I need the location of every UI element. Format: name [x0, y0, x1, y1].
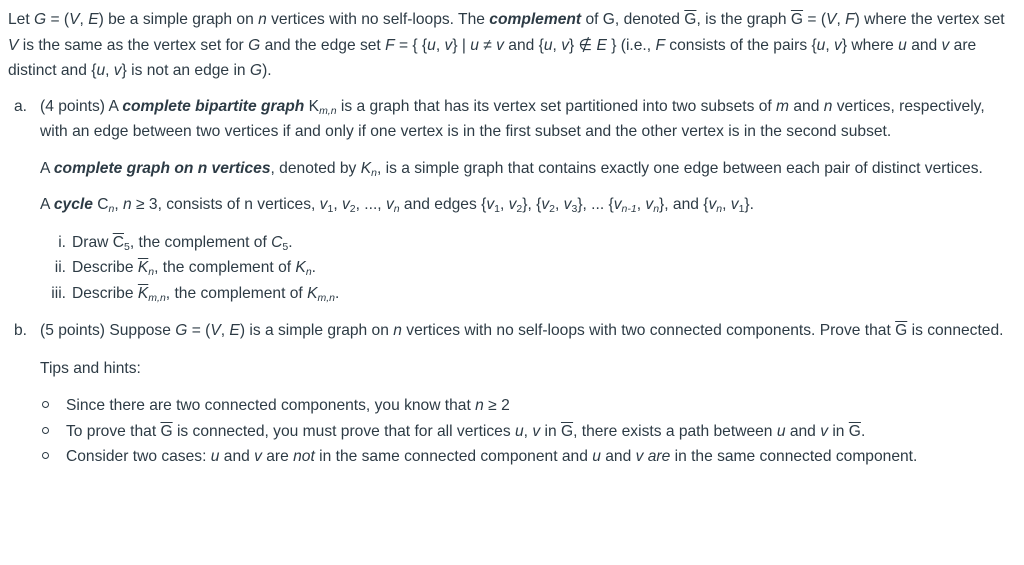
tips-heading: Tips and hints:	[40, 359, 141, 377]
subitem-iii: iii. Describe $\overline{K}_{m,n}$, the complement of $K_{m,n}$.	[51, 284, 340, 304]
part-b	[8, 318, 1014, 470]
term-complement: complement	[489, 11, 582, 28]
complete-graph-definition: A complete graph on n vertices, denoted by $K_n$, is a simple graph that contains exactly one edge between each pair of distinct vertices.	[40, 159, 983, 179]
part-b-question: (5 points) Suppose G = (V, E) is a simple graph on n vertices with no self-loops with two connected components. Prove that $\overline{G}$ is connected.	[40, 322, 1004, 339]
tip-item: Since there are two connected components, you know that n ≥ 2	[66, 397, 510, 414]
part-a-marker: a.	[14, 97, 28, 115]
part-a	[8, 94, 1014, 307]
tip-item: Consider two cases: u and v are not in the same connected component and u and v are in the same connected component.	[66, 448, 918, 465]
term-complete-graph: complete graph on n vertices	[53, 159, 271, 177]
subitem-i: i. Draw $\overline{C}_5$, the complement of $C_5$.	[58, 233, 293, 253]
part-a-subitems	[40, 230, 1014, 307]
subitem-ii: ii. Describe $\overline{K}_n$, the complement of $K_n$.	[54, 259, 316, 278]
term-complete-bipartite: complete bipartite graph	[122, 97, 305, 115]
bipartite-definition: (4 points) A complete bipartite graph $K_{m,n}$ is a graph that has its vertex set partitioned into two subsets of m and n vertices, respectively, with an edge between two vertices if and only if one vertex is in the first subset and the other vertex is in the second subset.	[40, 97, 985, 140]
cycle-definition: A cycle $C_n$, n ≥ 3, consists of n vertices, $v_1$, $v_2$, ..., $v_n$ and edges {$v_1$, $v_2$}, {$v_2$, $v_3$}, ... {$v_{n-1}$, $v_n$}, and {$v_n$, $v_1$}.	[40, 196, 754, 215]
g-bar-symbol: $\overline{G}$	[684, 11, 697, 28]
tips-list	[40, 393, 1014, 470]
tip-item: To prove that $\overline{G}$ is connected, you must prove that for all vertices u, v in $\overline{G}$, there exists a path between u and v in $\overline{G}$.	[66, 422, 866, 440]
intro-paragraph: Let G = (V, E) be a simple graph on n vertices with no self-loops. The complement of G, denoted $\overline{G}$, is the graph $\overline{G} = (V$, F) where the vertex set V is the same as the vertex set for G and the edge set F = { {u, v} | u ≠ v and {u, v} ∉ E } (i.e., F consists of the pairs {u, v} where u and v are distinct and {u, v} is not an edge in G).	[8, 11, 1005, 79]
part-b-marker: b.	[14, 322, 28, 339]
term-cycle: cycle	[53, 196, 93, 213]
